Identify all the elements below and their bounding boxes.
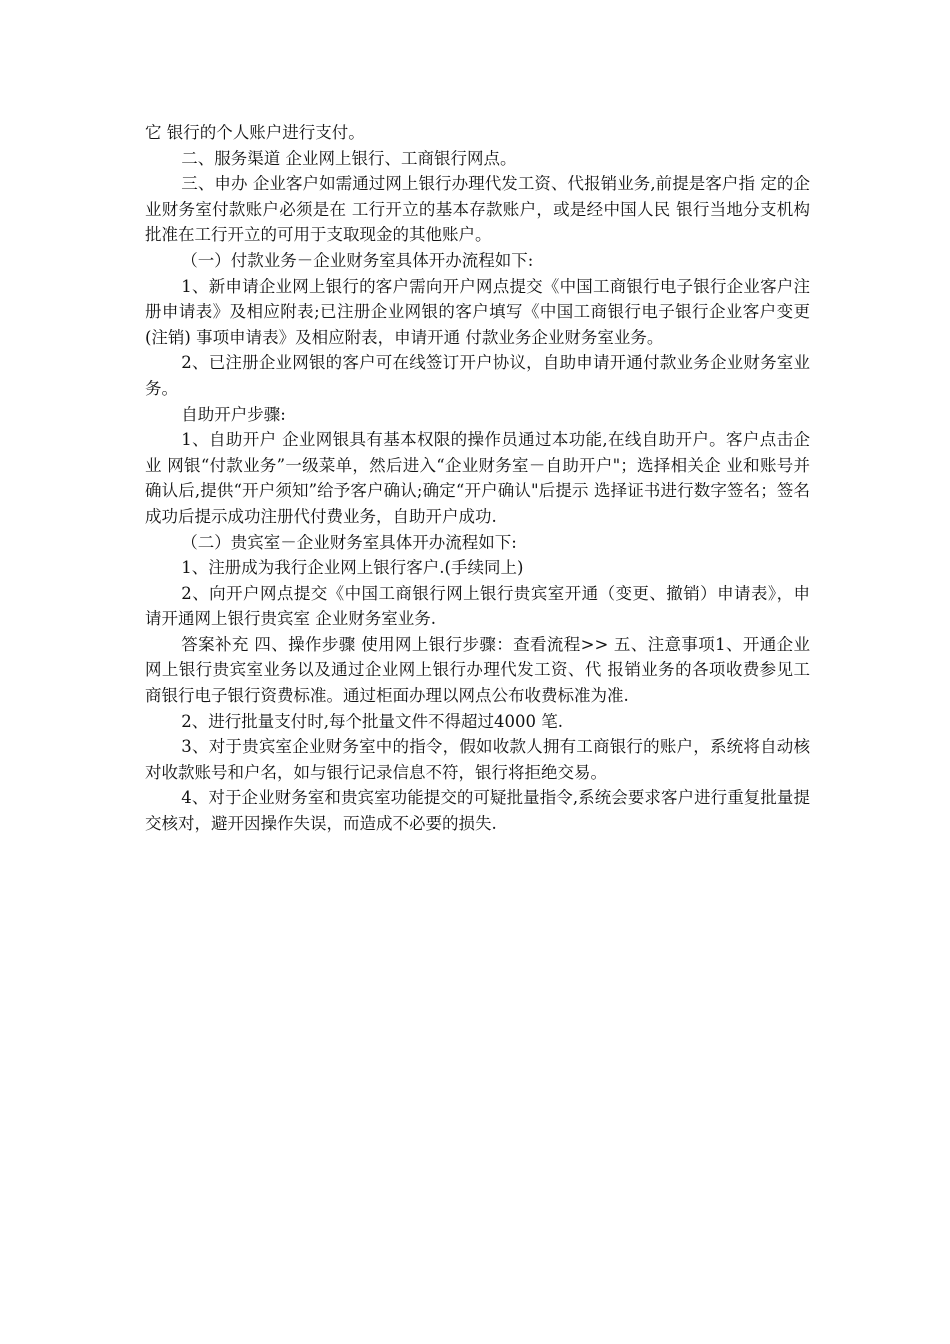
paragraph-application: 三、申办 企业客户如需通过网上银行办理代发工资、代报销业务,前提是客户指 定的企业财务室付款账户必须是在 工行开立的基本存款账户，或是经中国人民 银行当地分支机构批准在工行开立的可用于支取现金的其他账户。 xyxy=(145,174,810,245)
paragraph-new-applicant: 1、新申请企业网上银行的客户需向开户网点提交《中国工商银行电子银行企业客户注册申请表》及相应附表;已注册企业网银的客户填写《中国工商银行电子银行企业客户变更(注销) 事项申请表》及相应附表，申请开通 付款业务企业财务室业务。 xyxy=(145,276,810,347)
heading-vip-room: （二）贵宾室－企业财务室具体开办流程如下: xyxy=(181,532,517,552)
paragraph-suspicious-batch: 4、对于企业财务室和贵宾室功能提交的可疑批量指令,系统会要求客户进行重复批量提交核对，避开因操作失误，而造成不必要的损失. xyxy=(145,788,810,834)
paragraph-submit-application: 2、向开户网点提交《中国工商银行网上银行贵宾室开通（变更、撤销）申请表》，申请开通网上银行贵宾室 企业财务室业务. xyxy=(145,583,810,629)
document-body xyxy=(145,120,810,837)
paragraph-service-channels: 二、服务渠道 企业网上银行、工商银行网点。 xyxy=(181,148,517,168)
paragraph-answer-supplement: 答案补充 四、操作步骤 使用网上银行步骤：查看流程>> 五、注意事项1、开通企业网上银行贵宾室业务以及通过企业网上银行办理代发工资、代 报销业务的各项收费参见工商银行电子银行资费标准。通过柜面办理以网点公布收费标准为准. xyxy=(145,634,810,706)
heading-self-service-steps: 自助开户步骤: xyxy=(181,404,286,424)
paragraph-account-verification: 3、对于贵宾室企业财务室中的指令，假如收款人拥有工商银行的账户，系统将自动核对收款账号和户名，如与银行记录信息不符，银行将拒绝交易。 xyxy=(145,737,810,782)
paragraph-registered-customer: 2、已注册企业网银的客户可在线签订开户协议，自助申请开通付款业务企业财务室业务。 xyxy=(145,353,810,398)
paragraph-1: 它 银行的个人账户进行支付。 xyxy=(145,123,365,142)
paragraph-self-service-account: 1、自助开户 企业网银具有基本权限的操作员通过本功能,在线自助开户。客户点击企业 网银“付款业务”一级菜单，然后进入“企业财务室－自助开户"；选择相关企 业和账号并确认后,提供“开户须知”给予客户确认;确定“开户确认"后提示 选择证书进行数字签名；签名成功后提示成功注册代付费业务，自助开户成功. xyxy=(145,430,810,526)
paragraph-batch-limit: 2、进行批量支付时,每个批量文件不得超过4000 笔. xyxy=(181,711,564,731)
paragraph-register-customer: 1、注册成为我行企业网上银行客户.(手续同上) xyxy=(181,558,524,578)
heading-payment-business: （一）付款业务－企业财务室具体开办流程如下: xyxy=(181,250,534,270)
